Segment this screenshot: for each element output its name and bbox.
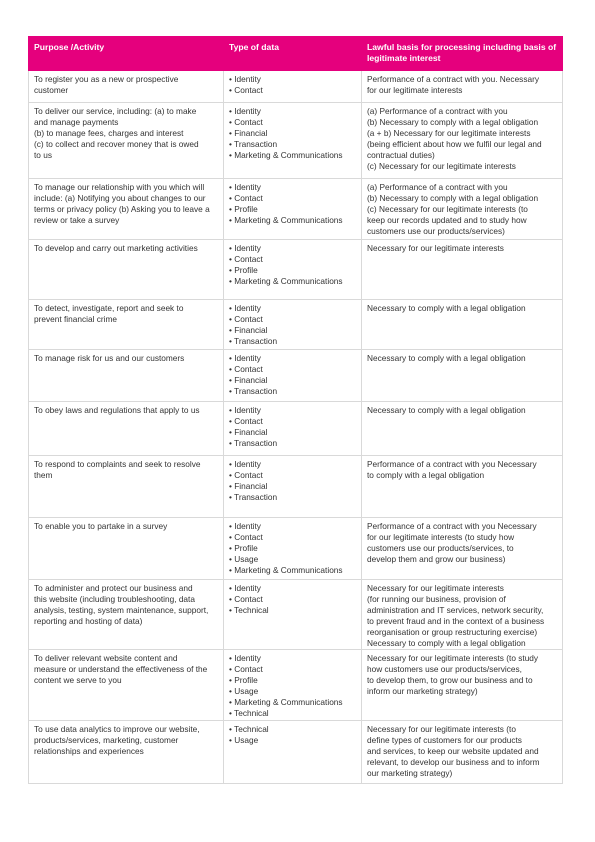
data-type-item: • Marketing & Communications bbox=[229, 214, 343, 225]
data-type-item: • Profile bbox=[229, 203, 258, 214]
data-type-item: • Marketing & Communications bbox=[229, 564, 343, 575]
text-line: To register you as a new or prospective bbox=[34, 74, 179, 84]
data-type-item: • Profile bbox=[229, 264, 258, 275]
text-line: (b) Necessary to comply with a legal obligation bbox=[367, 192, 539, 203]
text-line: Necessary to comply with a legal obligation bbox=[367, 637, 526, 648]
table-row bbox=[29, 300, 563, 350]
text-line: to us bbox=[34, 149, 52, 160]
data-types-cell bbox=[224, 580, 362, 650]
data-types-cell bbox=[224, 721, 362, 784]
text-line: (being efficient about how we fulfil our legal and bbox=[367, 138, 542, 149]
data-type-item: • Financial bbox=[229, 127, 268, 138]
data-type-item: • Identity bbox=[229, 74, 261, 84]
data-type-item: • Contact bbox=[229, 663, 263, 674]
text-line: Necessary for our legitimate interests bbox=[367, 583, 504, 593]
text-line: inform our marketing strategy) bbox=[367, 685, 478, 696]
purpose-cell bbox=[29, 580, 224, 650]
table-row bbox=[29, 580, 563, 650]
lawful-basis-cell bbox=[362, 103, 563, 179]
data-type-item: • Contact bbox=[229, 363, 263, 374]
text-line: customers use our products/services) bbox=[367, 225, 505, 236]
text-line: contractual duties) bbox=[367, 149, 435, 160]
data-type-item: • Contact bbox=[229, 313, 263, 324]
table-row bbox=[29, 71, 563, 103]
text-line: Necessary for our legitimate interests (to study bbox=[367, 653, 539, 663]
data-type-item: • Identity bbox=[229, 521, 261, 531]
data-type-item: • Contact bbox=[229, 116, 263, 127]
purpose-cell bbox=[29, 300, 224, 350]
text-line: (c) Necessary for our legitimate interests bbox=[367, 160, 516, 171]
text-line: relationships and experiences bbox=[34, 745, 144, 756]
table-row bbox=[29, 721, 563, 784]
text-line: to prevent fraud and in the context of a business bbox=[367, 615, 545, 626]
purpose-cell bbox=[29, 456, 224, 518]
text-line: keep our records updated and to study how bbox=[367, 214, 527, 225]
lawful-basis-cell bbox=[362, 350, 563, 402]
data-type-item: • Transaction bbox=[229, 385, 278, 396]
text-line: (b) Necessary to comply with a legal obligation bbox=[367, 116, 539, 127]
purpose-cell bbox=[29, 721, 224, 784]
lawful-basis-cell bbox=[362, 456, 563, 518]
purpose-cell bbox=[29, 402, 224, 456]
data-type-item: • Contact bbox=[229, 531, 263, 542]
data-type-item: • Identity bbox=[229, 353, 261, 363]
purpose-cell bbox=[29, 103, 224, 179]
data-types-cell bbox=[224, 518, 362, 580]
data-type-item: • Identity bbox=[229, 459, 261, 469]
text-line: To manage risk for us and our customers bbox=[34, 353, 185, 363]
table-row bbox=[29, 456, 563, 518]
text-line: customers use our products/services, to bbox=[367, 542, 514, 553]
data-type-item: • Profile bbox=[229, 674, 258, 685]
text-line: Performance of a contract with you. Necessary bbox=[367, 74, 540, 84]
text-line: and services, to keep our website updated and bbox=[367, 745, 539, 756]
data-type-item: • Usage bbox=[229, 734, 259, 745]
text-line: prevent financial crime bbox=[34, 313, 118, 324]
data-type-item: • Financial bbox=[229, 426, 268, 437]
purpose-cell bbox=[29, 650, 224, 721]
lawful-basis-cell bbox=[362, 580, 563, 650]
data-types-cell bbox=[224, 179, 362, 240]
purpose-cell bbox=[29, 350, 224, 402]
text-line: Necessary to comply with a legal obligation bbox=[367, 405, 526, 415]
data-type-item: • Identity bbox=[229, 303, 261, 313]
data-types-cell bbox=[224, 456, 362, 518]
text-line: analysis, testing, system maintenance, support, bbox=[34, 604, 209, 615]
data-types-cell bbox=[224, 350, 362, 402]
data-type-item: • Transaction bbox=[229, 335, 278, 346]
text-line: (a + b) Necessary for our legitimate interests bbox=[367, 127, 531, 138]
text-line: (b) to manage fees, charges and interest bbox=[34, 127, 184, 138]
data-types-cell bbox=[224, 300, 362, 350]
data-type-item: • Profile bbox=[229, 542, 258, 553]
table-row bbox=[29, 402, 563, 456]
data-type-item: • Transaction bbox=[229, 491, 278, 502]
text-line: (c) Necessary for our legitimate interests (to bbox=[367, 203, 528, 214]
text-line: and manage payments bbox=[34, 116, 119, 127]
data-type-item: • Financial bbox=[229, 324, 268, 335]
text-line: To obey laws and regulations that apply to us bbox=[34, 405, 200, 415]
lawful-basis-table bbox=[28, 36, 563, 784]
text-line: To administer and protect our business and bbox=[34, 583, 193, 593]
text-line: (a) Performance of a contract with you bbox=[367, 182, 508, 192]
lawful-basis-cell bbox=[362, 650, 563, 721]
text-line: develop them and grow our business) bbox=[367, 553, 506, 564]
text-line: our marketing strategy) bbox=[367, 767, 453, 778]
data-type-item: • Identity bbox=[229, 182, 261, 192]
data-type-item: • Contact bbox=[229, 593, 263, 604]
data-type-item: • Identity bbox=[229, 243, 261, 253]
data-type-item: • Identity bbox=[229, 106, 261, 116]
data-type-item: • Contact bbox=[229, 192, 263, 203]
data-types-cell bbox=[224, 103, 362, 179]
lawful-basis-cell bbox=[362, 300, 563, 350]
text-line: Necessary to comply with a legal obligation bbox=[367, 353, 526, 363]
data-type-item: • Identity bbox=[229, 653, 261, 663]
header-purpose: Purpose /Activity bbox=[29, 37, 224, 71]
data-type-item: • Contact bbox=[229, 253, 263, 264]
table-row bbox=[29, 650, 563, 721]
text-line: products/services, marketing, customer bbox=[34, 734, 179, 745]
table-row bbox=[29, 103, 563, 179]
header-lawful-basis: Lawful basis for processing including basis of legitimate interest bbox=[362, 37, 563, 71]
text-line: define types of customers for our products bbox=[367, 734, 522, 745]
text-line: To develop and carry out marketing activities bbox=[34, 243, 198, 253]
data-type-item: • Usage bbox=[229, 553, 259, 564]
data-type-item: • Identity bbox=[229, 405, 261, 415]
text-line: administration and IT services, network security, bbox=[367, 604, 544, 615]
table-row bbox=[29, 518, 563, 580]
text-line: review or take a survey bbox=[34, 214, 120, 225]
lawful-basis-cell bbox=[362, 240, 563, 300]
text-line: how customers use our products/services, bbox=[367, 663, 522, 674]
text-line: reporting and hosting of data) bbox=[34, 615, 143, 626]
text-line: to develop them, to grow our business and to bbox=[367, 674, 533, 685]
text-line: To detect, investigate, report and seek to bbox=[34, 303, 184, 313]
text-line: Performance of a contract with you Necessary bbox=[367, 521, 537, 531]
data-type-item: • Marketing & Communications bbox=[229, 275, 343, 286]
text-line: include: (a) Notifying you about changes to our bbox=[34, 192, 206, 203]
lawful-basis-cell bbox=[362, 721, 563, 784]
data-type-item: • Technical bbox=[229, 604, 269, 615]
purpose-cell bbox=[29, 71, 224, 103]
data-type-item: • Identity bbox=[229, 583, 261, 593]
text-line: for our legitimate interests bbox=[367, 84, 463, 95]
text-line: To enable you to partake in a survey bbox=[34, 521, 168, 531]
table-row bbox=[29, 240, 563, 300]
text-line: (a) Performance of a contract with you bbox=[367, 106, 508, 116]
text-line: Performance of a contract with you Necessary bbox=[367, 459, 537, 469]
text-line: for our legitimate interests (to study how bbox=[367, 531, 515, 542]
table-row bbox=[29, 350, 563, 402]
data-type-item: • Technical bbox=[229, 707, 269, 718]
data-type-item: • Financial bbox=[229, 374, 268, 385]
text-line: reorganisation or group restructuring exercise) bbox=[367, 626, 538, 637]
data-type-item: • Contact bbox=[229, 84, 263, 95]
data-type-item: • Usage bbox=[229, 685, 259, 696]
text-line: (c) to collect and recover money that is owed bbox=[34, 138, 199, 149]
data-type-item: • Marketing & Communications bbox=[229, 696, 343, 707]
data-type-item: • Technical bbox=[229, 724, 269, 734]
text-line: them bbox=[34, 469, 53, 480]
text-line: To respond to complaints and seek to resolve bbox=[34, 459, 201, 469]
text-line: (for running our business, provision of bbox=[367, 593, 506, 604]
text-line: To deliver our service, including: (a) to make bbox=[34, 106, 197, 116]
header-type-of-data: Type of data bbox=[224, 37, 362, 71]
text-line: Necessary for our legitimate interests bbox=[367, 243, 504, 253]
purpose-cell bbox=[29, 518, 224, 580]
text-line: Necessary to comply with a legal obligation bbox=[367, 303, 526, 313]
data-type-item: • Transaction bbox=[229, 138, 278, 149]
text-line: customer bbox=[34, 84, 69, 95]
data-types-cell bbox=[224, 240, 362, 300]
text-line: relevant, to develop our business and to inform bbox=[367, 756, 540, 767]
text-line: Necessary for our legitimate interests (to bbox=[367, 724, 516, 734]
data-type-item: • Contact bbox=[229, 469, 263, 480]
text-line: to comply with a legal obligation bbox=[367, 469, 485, 480]
text-line: To deliver relevant website content and bbox=[34, 653, 178, 663]
lawful-basis-cell bbox=[362, 71, 563, 103]
data-types-cell bbox=[224, 402, 362, 456]
text-line: this website (including troubleshooting, data bbox=[34, 593, 195, 604]
lawful-basis-cell bbox=[362, 179, 563, 240]
text-line: terms or privacy policy (b) Asking you to leave a bbox=[34, 203, 210, 214]
lawful-basis-cell bbox=[362, 518, 563, 580]
data-type-item: • Contact bbox=[229, 415, 263, 426]
text-line: content we serve to you bbox=[34, 674, 122, 685]
data-types-cell bbox=[224, 650, 362, 721]
data-type-item: • Marketing & Communications bbox=[229, 149, 343, 160]
text-line: measure or understand the effectiveness of the bbox=[34, 663, 208, 674]
lawful-basis-cell bbox=[362, 402, 563, 456]
text-line: To use data analytics to improve our website, bbox=[34, 724, 200, 734]
purpose-cell bbox=[29, 240, 224, 300]
text-line: To manage our relationship with you which will bbox=[34, 182, 205, 192]
table-header-row bbox=[29, 37, 563, 71]
data-type-item: • Financial bbox=[229, 480, 268, 491]
data-types-cell bbox=[224, 71, 362, 103]
table-row bbox=[29, 179, 563, 240]
purpose-cell bbox=[29, 179, 224, 240]
data-type-item: • Transaction bbox=[229, 437, 278, 448]
